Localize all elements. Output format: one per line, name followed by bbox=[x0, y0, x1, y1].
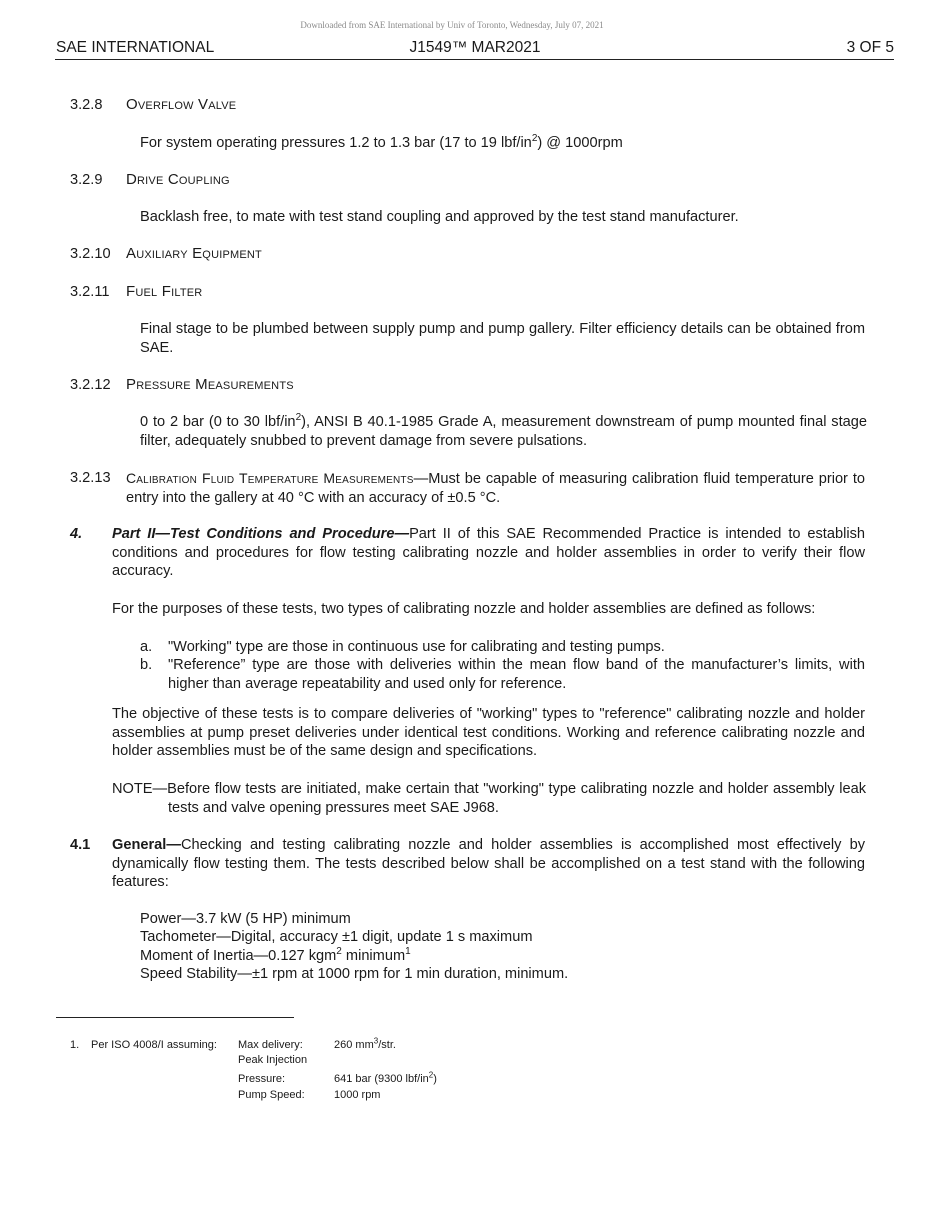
section-3-2-13-text bbox=[126, 469, 865, 507]
section-3-2-8-number: 3.2.8 bbox=[70, 97, 103, 113]
header-rule bbox=[55, 59, 894, 60]
section-3-2-8-body: For system operating pressures 1.2 to 1.3 bar (17 to 19 lbf/$in^2$) @ 1000rpm bbox=[140, 133, 623, 151]
section-4-title: Part II—Test Conditions and Procedure— bbox=[112, 526, 410, 542]
header-page-number: 3 OF 5 bbox=[846, 39, 894, 56]
section-3-2-11-body: Final stage to be plumbed between supply pump and pump gallery. Filter efficiency details can be obtained from SAE. bbox=[140, 321, 865, 356]
section-3-2-10-number: 3.2.10 bbox=[70, 246, 111, 262]
section-4-1-number: 4.1 bbox=[70, 837, 91, 853]
list-item-a-text: "Working" type are those in continuous use for calibrating and testing pumps. bbox=[168, 639, 665, 655]
section-4-paragraph-3: The objective of these tests is to compare deliveries of "working" types to "reference" calibrating nozzle and holder assemblies at pump preset deliveries under identical test conditions. Working and reference calibrating nozzle and holder assemblies must be of the same design and specifications. bbox=[112, 706, 865, 760]
footnote-pressure-value: 641 bar (9300 lbf/$in^2$) bbox=[334, 1070, 437, 1085]
list-item-b-label: b. bbox=[140, 657, 153, 673]
feature-power: Power—3.7 kW (5 HP) minimum bbox=[140, 911, 351, 927]
footnote-peak-injection-label: Peak Injection bbox=[238, 1054, 308, 1066]
section-4-1-title: General— bbox=[112, 837, 181, 853]
footnote-max-delivery-value: 260 $mm^3$/str. bbox=[334, 1036, 396, 1051]
footnote-reference: 1 bbox=[405, 946, 411, 958]
section-4-body: Part II of this SAE Recommended Practice is intended to establish conditions and procedures for flow testing calibrating nozzle and holder assemblies in order to verify their flow accuracy. bbox=[112, 526, 865, 580]
section-4-note: NOTE—Before flow tests are initiated, make certain that "working" type calibrating nozzle and holder assembly leak tests and valve opening pressures meet SAE J968. bbox=[112, 781, 866, 816]
feature-tachometer: Tachometer—Digital, accuracy ±1 digit, update 1 s maximum bbox=[140, 929, 533, 945]
footnote-pump-speed-label: Pump Speed: bbox=[238, 1089, 305, 1101]
section-3-2-10-title: Auxiliary Equipment bbox=[126, 245, 262, 262]
section-3-2-13-title: Calibration Fluid Temperature Measurements bbox=[126, 470, 414, 486]
section-4-1-text bbox=[112, 836, 865, 892]
feature-speed-stability: Speed Stability—±1 rpm at 1000 rpm for 1 min duration, minimum. bbox=[140, 966, 569, 982]
section-3-2-11-number: 3.2.11 bbox=[70, 284, 110, 300]
download-watermark: Downloaded from SAE International by Univ of Toronto, Wednesday, July 07, 2021 bbox=[300, 20, 604, 30]
section-3-2-8-title: Overflow Valve bbox=[126, 96, 237, 113]
footnote-pressure-label: Pressure: bbox=[238, 1073, 286, 1085]
footnote-pump-speed-value: 1000 rpm bbox=[334, 1089, 381, 1101]
section-3-2-9-body: Backlash free, to mate with test stand coupling and approved by the test stand manufacturer. bbox=[140, 209, 739, 225]
footnote-number: 1. bbox=[70, 1039, 80, 1051]
section-3-2-13-number: 3.2.13 bbox=[70, 470, 111, 486]
footnote-lead: Per ISO 4008/I assuming: bbox=[91, 1039, 217, 1051]
section-3-2-12-number: 3.2.12 bbox=[70, 377, 111, 393]
list-item-a-label: a. bbox=[140, 639, 153, 655]
section-4-number: 4. bbox=[70, 526, 83, 542]
section-4-1-body: Checking and testing calibrating nozzle and holder assemblies is accomplished most effectively by dynamically flow testing them. The tests described below shall be accomplished on a test stand with the following features: bbox=[112, 837, 865, 891]
section-4-paragraph-2: For the purposes of these tests, two types of calibrating nozzle and holder assemblies are defined as follows: bbox=[112, 601, 816, 617]
section-3-2-12-body: 0 to 2 bar (0 to 30 lbf/$in^2$), ANSI B 40.1-1985 Grade A, measurement downstream of pump mounted final stage filter, adequately snubbed to prevent damage from severe pulsations. bbox=[140, 412, 867, 449]
header-document-id: J1549™ MAR2021 bbox=[409, 39, 541, 56]
footnote-max-delivery-label: Max delivery: bbox=[238, 1039, 303, 1051]
list-item-b-text: "Reference” type are those with deliveries within the mean flow band of the manufacturer’s limits, with higher than average repeatability and used only for reference. bbox=[168, 657, 865, 692]
section-3-2-9-title: Drive Coupling bbox=[126, 171, 230, 188]
section-3-2-12-title: Pressure Measurements bbox=[126, 376, 294, 393]
feature-moment-of-inertia: Moment of Inertia—0.127 kgm$^2$ minimum$^1$ bbox=[140, 946, 411, 964]
footnote-separator bbox=[56, 1017, 294, 1018]
section-3-2-9-number: 3.2.9 bbox=[70, 172, 103, 188]
section-3-2-11-title: Fuel Filter bbox=[126, 283, 203, 300]
header-publisher: SAE INTERNATIONAL bbox=[56, 39, 215, 56]
section-4-text bbox=[112, 525, 865, 581]
section-3-2-13-body: —Must be capable of measuring calibration fluid temperature prior to entry into the gallery at 40 °C with an accuracy of ±0.5 °C. bbox=[126, 471, 865, 506]
